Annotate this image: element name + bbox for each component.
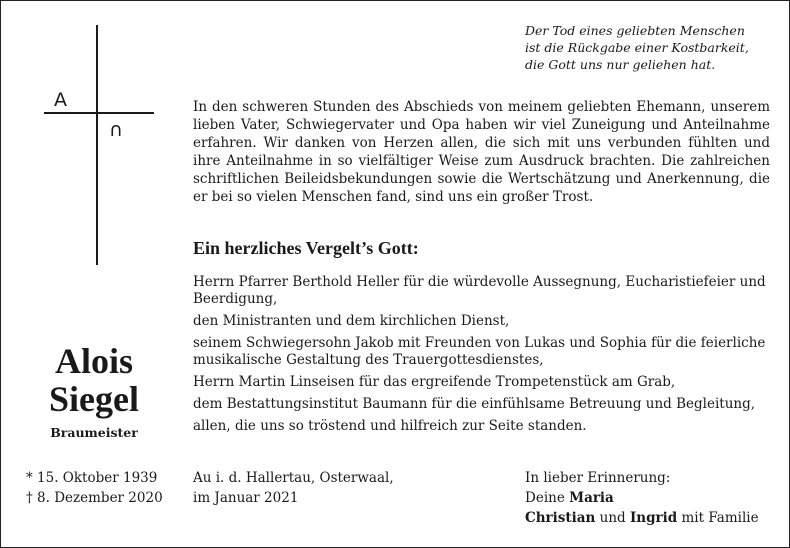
thanks-item: Herrn Martin Linseisen für das ergreifende Trompetenstück am Grab, — [193, 374, 676, 390]
word-mit-familie: mit Familie — [681, 510, 759, 526]
name-ingrid: Ingrid — [629, 510, 678, 526]
quote — [525, 22, 775, 73]
deceased-name — [13, 342, 175, 418]
intro-text: In den schweren Stunden des Abschieds von meinem geliebten Ehemann, unserem lieben Vater, Schwiegervater und Opa haben wir viel Zuneigung und Anteilnahme erfahren. Wir danken von Herzen allen, die sich mit uns verbunden fühlten und ihre Anteilnahme in so vielfältiger Weise zum Ausdruck brachten. Die zahlreichen schriftlichen Beileidsbekundungen sowie die Wertschätzung und Anerkennung, die er bei so vielen Menschen fand, sind uns ein großer Trost. — [193, 99, 770, 205]
first-name: Alois — [54, 341, 133, 381]
quote-line: die Gott uns nur geliehen hat. — [525, 57, 716, 72]
signature-block — [525, 468, 759, 528]
thanks-heading: Ein herzliches Vergelt’s Gott: — [193, 238, 419, 258]
alpha-symbol: A — [54, 89, 67, 111]
cross-vertical-bar — [96, 25, 98, 265]
date-line: im Januar 2021 — [193, 490, 299, 506]
place-line: Au i. d. Hallertau, Osterwaal, — [193, 470, 394, 486]
thanks-list — [193, 274, 778, 440]
memory-line-2 — [525, 508, 759, 528]
omega-symbol: ∩ — [109, 119, 123, 141]
name-christian: Christian — [525, 510, 596, 526]
profession: Braumeister — [50, 425, 138, 440]
thanks-item: allen, die uns so tröstend und hilfreich zur Seite standen. — [193, 418, 587, 434]
cross-horizontal-bar — [44, 112, 154, 114]
quote-line: Der Tod eines geliebten Menschen — [525, 23, 745, 38]
quote-line: ist die Rückgabe einer Kostbarkeit, — [525, 40, 749, 55]
word-und: und — [599, 510, 626, 526]
last-name: Siegel — [49, 379, 139, 419]
life-dates — [26, 468, 163, 508]
birth-date: * 15. Oktober 1939 — [26, 470, 158, 486]
thanks-item: Herrn Pfarrer Berthold Heller für die würdevolle Aussegnung, Eucharistiefeier und Beerdigung, — [193, 274, 766, 307]
thanks-item: dem Bestattungsinstitut Baumann für die einfühlsame Betreuung und Begleitung, — [193, 396, 756, 412]
thanks-item: seinem Schwiegersohn Jakob mit Freunden von Lukas und Sophia für die feierliche musikalische Gestaltung des Trauergottesdienstes, — [193, 335, 766, 368]
memory-line-1 — [525, 488, 759, 508]
memory-intro: In lieber Erinnerung: — [525, 470, 671, 486]
place-date — [193, 468, 394, 508]
word-deine: Deine — [525, 490, 565, 506]
thanks-item: den Ministranten und dem kirchlichen Dienst, — [193, 313, 510, 329]
name-maria: Maria — [569, 490, 614, 506]
death-date: † 8. Dezember 2020 — [26, 490, 163, 506]
